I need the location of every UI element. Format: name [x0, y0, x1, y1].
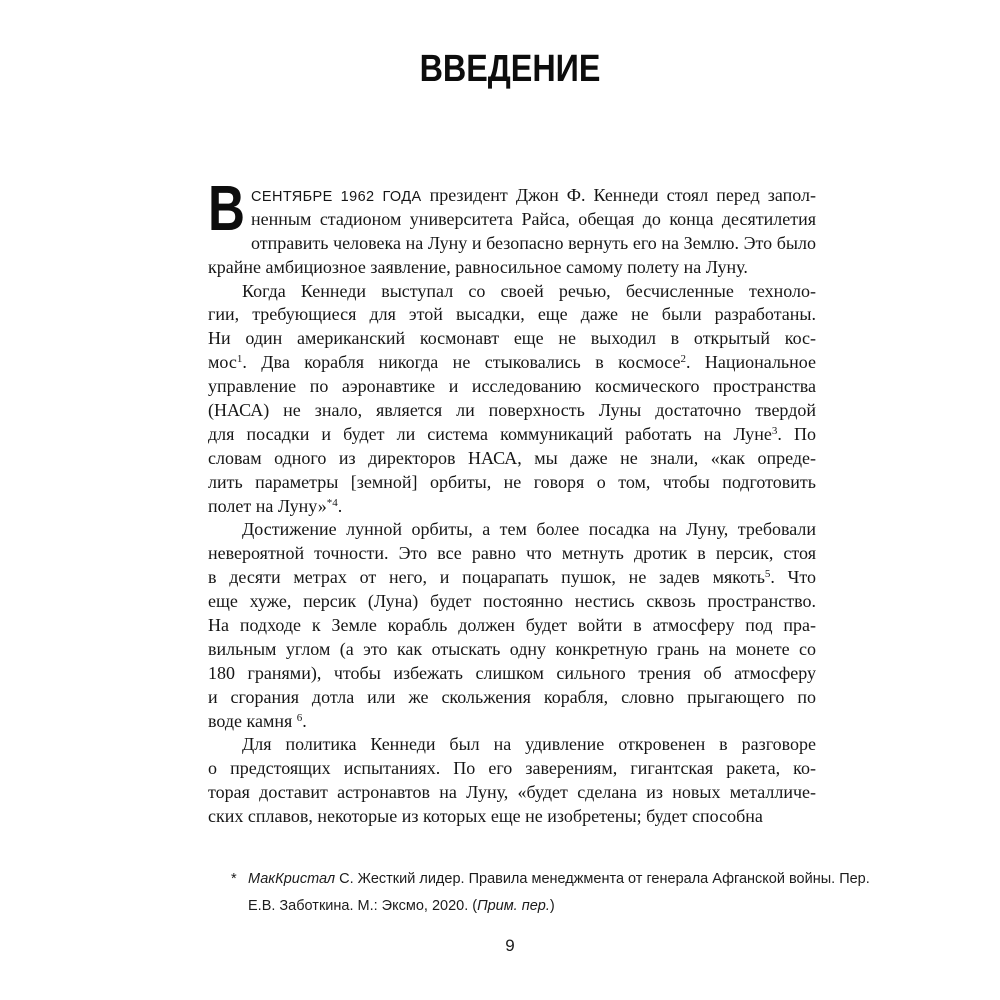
footnote-marker: * — [231, 871, 237, 887]
text-line: для посадки и будет ли система коммуникаций работать на Луне$^3$. По — [208, 423, 816, 444]
text-line: Достижение лунной орбиты, а тем более посадка на Луну, требовали — [242, 519, 816, 540]
text-line: ских сплавов, некоторые из которых еще не изобретены; будет способна — [208, 806, 763, 827]
footnote-line: МакКристал С. Жесткий лидер. Правила менеджмента от генерала Афганской войны. Пер. — [248, 871, 870, 887]
text-line: еще хуже, персик (Луна) будет постоянно нестись сквозь пространство. — [208, 591, 816, 612]
page-title: ВВЕДЕНИЕ — [419, 48, 601, 90]
text-line: На подходе к Земле корабль должен будет войти в атмосферу под пра- — [208, 615, 816, 636]
text-line: Когда Кеннеди выступал со своей речью, бесчисленные техноло- — [242, 280, 816, 301]
text-line: Ни один американский космонавт еще не выходил в открытый кос- — [208, 328, 816, 349]
text-line: воде камня $^6$. — [208, 710, 307, 731]
text-line: невероятной точности. Это все равно что метнуть дротик в персик, стоя — [208, 543, 816, 564]
paragraph — [208, 280, 816, 519]
text-line: лить параметры [земной] орбиты, не говоря о том, чтобы подготовить — [208, 471, 816, 492]
text-line: мос$^1$. Два корабля никогда не стыковались в космосе$^2$. Национальное — [208, 352, 816, 373]
text-line: в десяти метрах от него, и поцарапать пушок, не задев мякоть$^5$. Что — [208, 567, 816, 588]
text-line: Для политика Кеннеди был на удивление откровенен в разговоре — [242, 734, 816, 755]
paragraph — [208, 518, 816, 733]
text-line: о предстоящих испытаниях. По его заверениям, гигантская ракета, ко- — [208, 758, 816, 779]
text-line: полет на Луну»$^{*4}$. — [208, 495, 343, 516]
footnote-ref: 5 — [764, 568, 771, 581]
text-line: словам одного из директоров НАСА, мы даже не знали, «как опреде- — [208, 447, 816, 468]
lead-in-caps: СЕНТЯБРЕ 1962 ГОДА — [251, 189, 422, 205]
footnote-ref: 6 — [296, 711, 303, 724]
text-line: торая доставит астронавтов на Луну, «будет сделана из новых металличе- — [208, 782, 816, 803]
text-line: крайне амбициозное заявление, равносильное самому полету на Луну. — [208, 256, 748, 277]
text-line: вильным углом (а это как отыскать одну конкретную грань на монете со — [208, 638, 816, 659]
footnote-text — [248, 866, 870, 920]
drop-cap: В — [208, 172, 245, 244]
paragraph — [208, 733, 816, 829]
footnote-line: Е.В. Заботкина. М.: Эксмо, 2020. (Прим. пер.) — [248, 898, 555, 914]
text-line: и сгорания дотла или же скольжения корабля, словно прыгающего по — [208, 686, 816, 707]
footnote-ref: 3 — [771, 424, 778, 437]
text-line: гии, требующиеся для этой высадки, еще даже не были разработаны. — [208, 304, 816, 325]
paragraph — [208, 172, 816, 280]
footnote — [231, 866, 870, 920]
text-line: (НАСА) не знало, является ли поверхность Луны достаточно твердой — [208, 400, 816, 421]
footnote-ref: *4 — [326, 496, 338, 509]
page-number: 9 — [505, 936, 515, 955]
text-line: ненным стадионом университета Райса, обещая до конца десятилетия — [251, 208, 816, 229]
footnote-ref: 1 — [236, 353, 243, 366]
text-line: управление по аэронавтике и исследованию космического пространства — [208, 376, 816, 397]
text-line: отправить человека на Луну и безопасно вернуть его на Землю. Это было — [251, 232, 816, 253]
text-column — [208, 172, 816, 829]
text-line: СЕНТЯБРЕ 1962 ГОДА президент Джон Ф. Кеннеди стоял перед запол- — [251, 185, 816, 205]
footnote-ref: 2 — [680, 353, 686, 366]
text-line: 180 гранями), чтобы избежать слишком сильного трения об атмосферу — [208, 662, 816, 683]
